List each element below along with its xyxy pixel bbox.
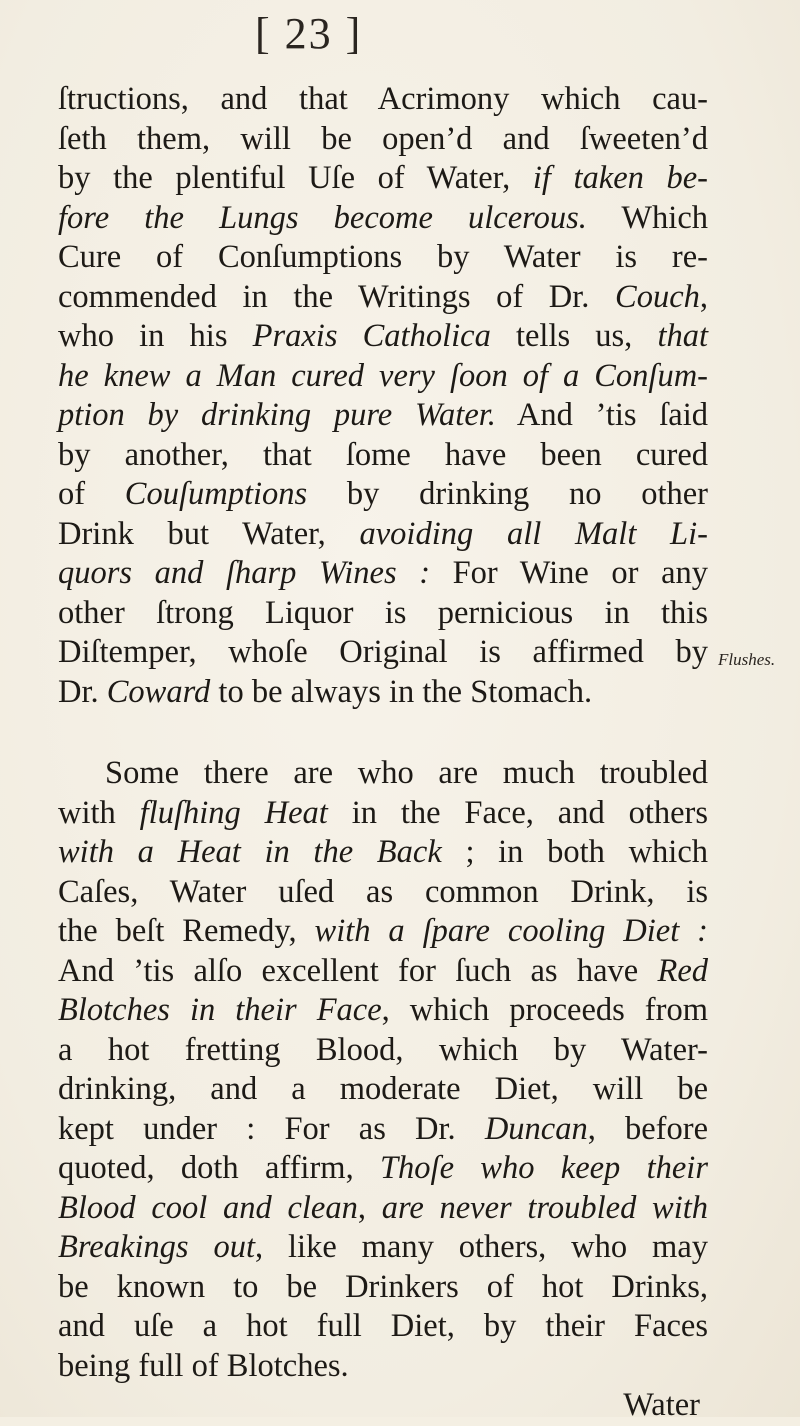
catchword: Water bbox=[623, 1387, 700, 1423]
text-run: by drinking no other bbox=[307, 476, 708, 512]
text-line bbox=[58, 833, 708, 873]
text-run: the beſt Remedy, bbox=[58, 913, 315, 949]
italic-text: if taken be- bbox=[532, 160, 708, 196]
text-run: ; in both which bbox=[441, 834, 709, 870]
italic-text: with a Heat in the Back bbox=[58, 834, 442, 870]
italic-text: Coward bbox=[106, 673, 211, 710]
text-run: Dr. bbox=[58, 673, 107, 710]
text-run: , which proceeds from bbox=[381, 992, 708, 1028]
text-run: And ’tis alſo excellent for ſuch as have bbox=[58, 952, 658, 989]
text-run: , bbox=[357, 1189, 382, 1226]
text-run: of bbox=[58, 476, 125, 512]
text-run: kept under : For as Dr. bbox=[58, 1110, 485, 1147]
text-line bbox=[58, 673, 708, 713]
text-run: Which bbox=[586, 199, 708, 236]
italic-text: Praxis Catholica bbox=[252, 318, 491, 354]
text-line bbox=[58, 554, 708, 594]
italic-text: fore the Lungs become ulcerous. bbox=[58, 199, 587, 236]
text-run: to be always in the Stomach. bbox=[210, 673, 593, 710]
italic-text: Breakings out bbox=[58, 1229, 255, 1265]
text-run: in the Face, and others bbox=[327, 794, 709, 831]
text-line bbox=[58, 199, 708, 239]
text-line bbox=[58, 357, 708, 397]
italic-text: fluſhing Heat bbox=[139, 794, 328, 831]
margin-note: Flushes. bbox=[718, 650, 776, 669]
text-line bbox=[58, 436, 708, 476]
text-line bbox=[58, 396, 708, 436]
text-run: who in his bbox=[58, 318, 253, 354]
text-line bbox=[58, 1189, 708, 1229]
text-run: , like many others, who may bbox=[255, 1229, 708, 1265]
text-line bbox=[58, 1110, 708, 1150]
text-line bbox=[58, 1070, 708, 1110]
italic-text: quors and ſharp Wines : bbox=[58, 555, 431, 591]
text-line bbox=[58, 873, 708, 913]
text-run: with bbox=[58, 794, 140, 831]
italic-text: that bbox=[657, 318, 709, 354]
text-line bbox=[58, 159, 708, 199]
paragraph-flushing-heat bbox=[58, 754, 708, 1386]
text-line bbox=[58, 754, 708, 794]
italic-text: with a ſpare cooling Diet : bbox=[314, 913, 708, 949]
page-number: [ 23 ] bbox=[255, 9, 363, 58]
text-run: , before bbox=[587, 1110, 709, 1147]
text-run: Some there are who are much troubled bbox=[105, 755, 708, 791]
italic-text: Blotches in their Face bbox=[58, 992, 382, 1028]
text-line bbox=[58, 278, 708, 318]
italic-text: Couch bbox=[615, 278, 700, 315]
text-run: other ſtrong Liquor is pernicious in this bbox=[58, 594, 708, 631]
text-line bbox=[58, 475, 708, 515]
text-line bbox=[58, 515, 708, 555]
text-run: Drink but Water, bbox=[58, 515, 360, 552]
text-line bbox=[58, 633, 708, 673]
text-run: Cure of Conſumptions by Water is re- bbox=[58, 239, 708, 275]
text-run: Caſes, Water uſed as common Drink, is bbox=[58, 873, 708, 910]
italic-text: Duncan bbox=[484, 1110, 588, 1147]
text-run: ſtructions, and that Acrimony which cau- bbox=[58, 81, 708, 117]
italic-text: are never troubled with bbox=[381, 1189, 709, 1226]
text-line bbox=[58, 1031, 708, 1071]
text-line bbox=[58, 952, 708, 992]
text-line bbox=[58, 1268, 708, 1308]
text-line bbox=[58, 991, 708, 1031]
italic-text: Red bbox=[657, 952, 708, 989]
text-run: quoted, doth affirm, bbox=[58, 1150, 380, 1186]
body-text bbox=[58, 80, 708, 1426]
text-run: a hot fretting Blood, which by Water- bbox=[58, 1031, 708, 1068]
text-run: drinking, and a moderate Diet, will be bbox=[58, 1071, 708, 1107]
text-line bbox=[58, 120, 708, 160]
text-run: being full of Blotches. bbox=[58, 1347, 349, 1384]
text-line bbox=[58, 912, 708, 952]
text-run: be known to be Drinkers of hot Drinks, bbox=[58, 1268, 708, 1305]
text-run: For Wine or any bbox=[430, 555, 708, 591]
italic-text: avoiding all Malt Li- bbox=[359, 515, 708, 552]
text-run: Diſtemper, whoſe Original is affirmed by bbox=[58, 634, 708, 670]
text-run: commended in the Writings of Dr. bbox=[58, 278, 616, 315]
italic-text: he knew a Man cured very ſoon of a Conſum- bbox=[58, 357, 708, 394]
italic-text: Thoſe who keep their bbox=[379, 1150, 708, 1186]
text-line bbox=[58, 594, 708, 634]
text-run: by the plentiful Uſe of Water, bbox=[58, 160, 533, 196]
paragraph-gap bbox=[58, 712, 708, 754]
text-run: , bbox=[699, 278, 708, 315]
text-line bbox=[58, 238, 708, 278]
text-line bbox=[58, 1149, 708, 1189]
text-run: tells us, bbox=[490, 318, 658, 354]
text-line bbox=[58, 1307, 708, 1347]
text-run: And ’tis ſaid bbox=[495, 397, 708, 433]
text-run: by another, that ſome have been cured bbox=[58, 436, 708, 473]
text-line bbox=[58, 317, 708, 357]
text-run: and uſe a hot full Diet, by their Faces bbox=[58, 1308, 708, 1344]
text-line bbox=[58, 794, 708, 834]
text-line bbox=[58, 1228, 708, 1268]
text-line bbox=[58, 1347, 708, 1387]
italic-text: ption by drinking pure Water. bbox=[58, 397, 496, 433]
italic-text: Couſumptions bbox=[124, 476, 308, 512]
paragraph-consumptions bbox=[58, 80, 708, 712]
text-line bbox=[58, 80, 708, 120]
text-run: ſeth them, will be open’d and ſweeten’d bbox=[58, 120, 708, 157]
italic-text: Blood cool and clean bbox=[58, 1189, 358, 1226]
